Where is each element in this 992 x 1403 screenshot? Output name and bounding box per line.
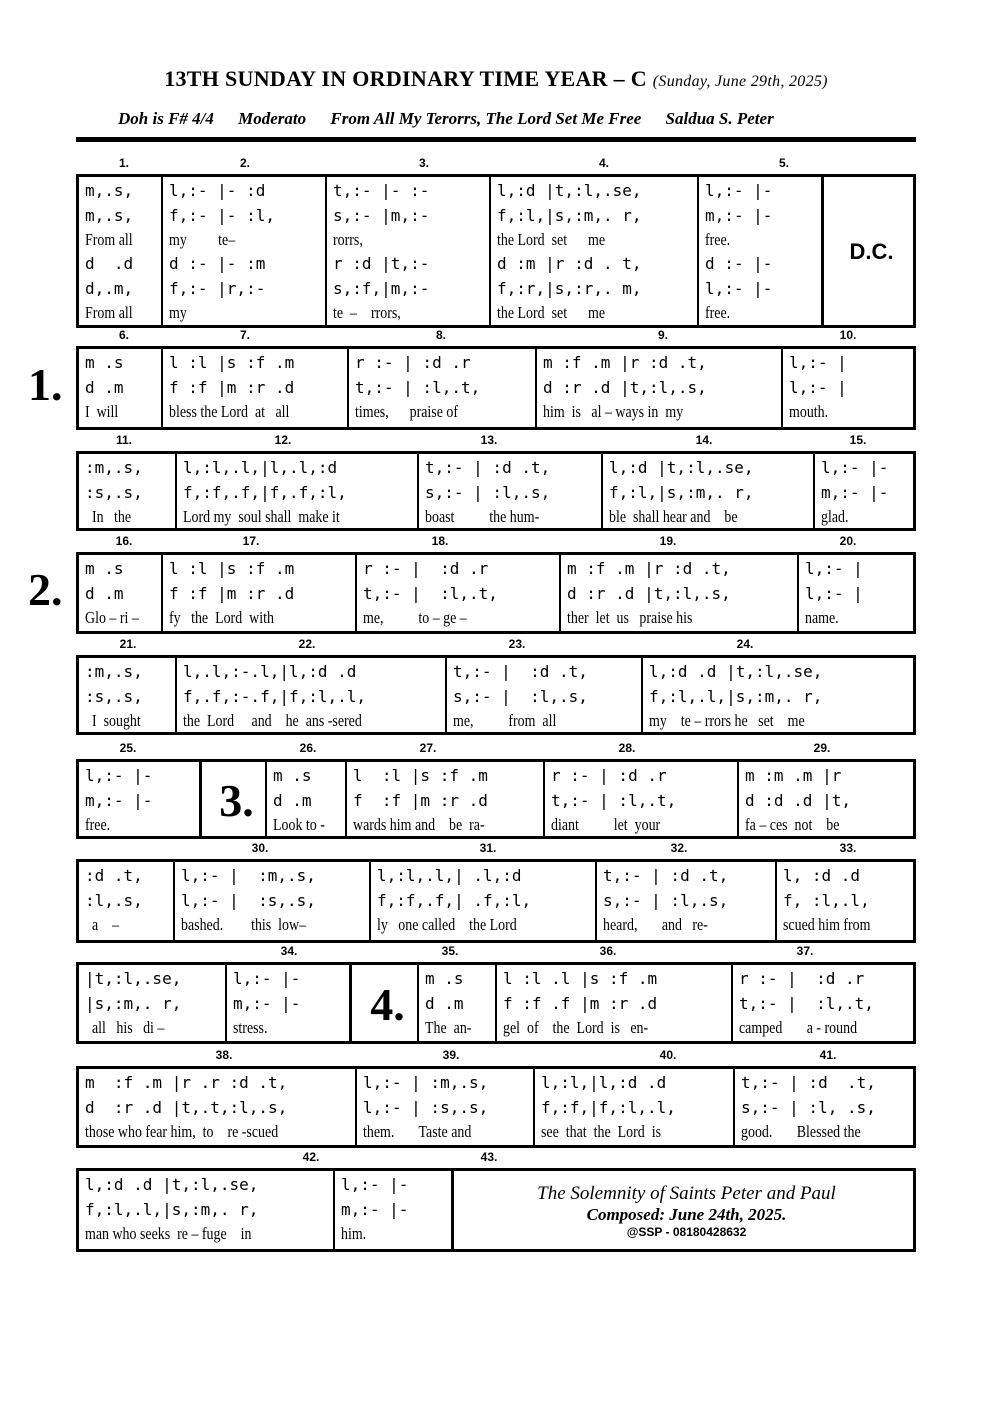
- solfa-line: f :f |m :r .d: [169, 377, 295, 397]
- verse-number: 2.: [28, 564, 63, 615]
- lyric-line: Look to -: [273, 815, 325, 834]
- measure: [731, 965, 913, 1041]
- bar-number: 13.: [480, 433, 498, 447]
- bar-number: 14.: [695, 433, 713, 447]
- music-system: [76, 962, 916, 1044]
- measure: [79, 454, 175, 528]
- music-system: [76, 552, 916, 634]
- solfa-line: f :f .f |m :r .d: [503, 993, 658, 1013]
- bar-number: 28.: [618, 741, 636, 755]
- music-system: [76, 759, 916, 839]
- lyric-line: bashed. this low–: [181, 915, 307, 934]
- solfa-line: l,:- | :s,.s,: [363, 1097, 489, 1117]
- measure: [347, 349, 535, 427]
- solfa-line: m :f .m |r :d .t,: [543, 353, 707, 372]
- solfa-line: l,:- | :m,.s,: [363, 1073, 489, 1092]
- lyric-line: me, to – ge –: [363, 608, 467, 627]
- measure: [79, 1069, 355, 1145]
- solfa-line: f,:f,|f,:l,.l,: [541, 1097, 676, 1117]
- bar-number: 17.: [242, 534, 260, 548]
- solfa-line: t,:- | :d .t,: [425, 458, 551, 477]
- solfa-line: m,:- |-: [705, 205, 773, 225]
- solfa-line: m,:- |-: [821, 482, 889, 502]
- solfa-line: s,:- | :l,.s,: [425, 482, 551, 502]
- solfa-line: d :d .d |t,: [745, 790, 851, 810]
- measure: [345, 762, 543, 836]
- bar-number: 41.: [819, 1048, 837, 1062]
- bar-number: 24.: [736, 637, 754, 651]
- solfa-line: f :f |m :r .d: [353, 790, 488, 810]
- music-system: [76, 655, 916, 735]
- lyric-line: my te–: [169, 230, 236, 249]
- page-title: 13TH SUNDAY IN ORDINARY TIME YEAR – C (Sunday, June 29th, 2025): [164, 66, 828, 91]
- bar-number: 38.: [215, 1048, 233, 1062]
- verse-number: 3.: [199, 762, 265, 836]
- composer: Saldua S. Peter: [665, 109, 774, 128]
- solfa-line: m .s: [273, 766, 312, 785]
- solfa-line: l,:l,.l,|l,.l,:d: [183, 458, 338, 477]
- solfa-line: f,:l,.l,|s,:m,. r,: [85, 1199, 259, 1219]
- music-system: [76, 346, 916, 430]
- measure: [325, 177, 489, 325]
- bar-number: 31.: [479, 841, 497, 855]
- bar-number: 33.: [839, 841, 857, 855]
- solfa-line: t,:- | :l,.t,: [363, 583, 498, 603]
- solfa-line: l,:- |-: [705, 181, 773, 200]
- bar-number: 22.: [298, 637, 316, 651]
- bar-number: 12.: [274, 433, 292, 447]
- solfa-line: d :r .d |t,.t,:l,.s,: [85, 1097, 288, 1117]
- music-system: [76, 174, 916, 328]
- lyric-line: fy the Lord with: [169, 608, 274, 627]
- measure: [355, 555, 559, 631]
- measure: [797, 555, 913, 631]
- lyric-line: those who fear him, to re -scued: [85, 1122, 279, 1141]
- solfa-line: m,.s,: [85, 181, 134, 200]
- measure: [175, 658, 445, 732]
- bar-number: 1.: [118, 156, 130, 170]
- tempo-marking: Moderato: [238, 109, 307, 128]
- measure: [533, 1069, 733, 1145]
- lyric-line: name.: [805, 608, 839, 627]
- measure: [495, 965, 731, 1041]
- lyric-line: free.: [705, 303, 731, 322]
- measure: [161, 177, 325, 325]
- solfa-line: l,:- |-: [821, 458, 889, 477]
- bar-number: 34.: [280, 944, 298, 958]
- measure: [79, 349, 161, 427]
- bar-number: 19.: [659, 534, 677, 548]
- measure: [775, 862, 913, 940]
- hymn-title: From All My Terorrs, The Lord Set Me Free: [330, 109, 642, 128]
- solfa-line: f,:f,.f,|f,.f,:l,: [183, 482, 347, 502]
- solfa-line: l :l |s :f .m: [169, 353, 295, 372]
- measure: [225, 965, 349, 1041]
- lyric-line: I sought: [85, 711, 141, 730]
- lyric-line: In the: [85, 507, 132, 526]
- lyric-line: me, from all: [453, 711, 557, 730]
- solfa-line: t,:- | :l,.t,: [551, 790, 677, 810]
- solfa-line: f :f |m :r .d: [169, 583, 295, 603]
- lyric-line: fa – ces not be: [745, 815, 840, 834]
- bar-number: 30.: [251, 841, 269, 855]
- lyric-line: rorrs,: [333, 230, 363, 249]
- solfa-line: l,:d |t,:l,.se,: [497, 181, 642, 200]
- lyric-line: Glo – ri –: [85, 608, 139, 627]
- solfa-line: l,:- |-: [705, 278, 773, 298]
- solfa-line: s,:f,|m,:-: [333, 278, 430, 298]
- measure: [79, 1171, 333, 1249]
- solfa-line: l,.l,:-.l,|l,:d .d: [183, 662, 357, 681]
- lyric-line: see that the Lord is: [541, 1122, 662, 1141]
- measure: [697, 177, 821, 325]
- bar-number: 26.: [299, 741, 317, 755]
- lyric-line: them. Taste and: [363, 1122, 472, 1141]
- measure: [161, 349, 347, 427]
- bar-number: 10.: [839, 328, 857, 342]
- solfa-line: d :r .d |t,:l,.s,: [567, 583, 731, 603]
- lyric-line: ble shall hear and be: [609, 507, 738, 526]
- solfa-line: m :m .m |r: [745, 766, 842, 785]
- solfa-line: :m,.s,: [85, 662, 143, 681]
- solfa-line: f,:l,|s,:m,. r,: [497, 205, 642, 225]
- measure: [733, 1069, 913, 1145]
- solfa-line: m,:- |-: [341, 1199, 409, 1219]
- lyric-line: the Lord set me: [497, 303, 606, 322]
- solfa-line: l,:- |- :d: [169, 181, 266, 200]
- measure: [489, 177, 697, 325]
- lyric-line: gel of the Lord is en-: [503, 1018, 649, 1037]
- lyric-line: From all: [85, 303, 133, 322]
- solfa-line: d :- |-: [705, 254, 773, 273]
- measure: [535, 349, 781, 427]
- solfa-line: r :d |t,:-: [333, 254, 430, 273]
- solfa-line: d .m: [85, 583, 124, 603]
- solfa-line: l,:- |: [805, 583, 863, 603]
- footer-line3: @SSP - 08180428632: [626, 1225, 747, 1239]
- lyric-line: I will: [85, 402, 119, 421]
- verse-number: 1.: [28, 359, 63, 410]
- solfa-line: t,:- | :l,.t,: [739, 993, 874, 1013]
- bar-number: 7.: [239, 328, 251, 342]
- measure: [173, 862, 369, 940]
- measure: [265, 762, 345, 836]
- solfa-line: :s,.s,: [85, 482, 143, 502]
- solfa-line: l,:- |: [805, 559, 863, 578]
- measure: [161, 555, 355, 631]
- solfa-line: t,:- | :d .t,: [453, 662, 588, 681]
- solfa-line: d :r .d |t,:l,.s,: [543, 377, 707, 397]
- solfa-line: m .s: [85, 559, 124, 578]
- bar-number: 9.: [657, 328, 669, 342]
- solfa-line: d .m: [85, 377, 124, 397]
- measure: [417, 965, 495, 1041]
- solfa-line: f,:l,.l,|s,:m,. r,: [649, 686, 823, 706]
- bar-number: 11.: [115, 433, 133, 447]
- music-system: [76, 1066, 916, 1148]
- solfa-line: f,:- |- :l,: [169, 205, 275, 225]
- lyric-line: diant let your: [551, 815, 661, 834]
- solfa-line: m .s: [425, 969, 464, 988]
- bar-number: 43.: [480, 1150, 498, 1164]
- lyric-line: times, praise of: [355, 402, 458, 421]
- solfa-line: s,:- | :l, .s,: [741, 1097, 876, 1117]
- lyric-line: my: [169, 303, 187, 322]
- solfa-line: f,:f,.f,| .f,:l,: [377, 890, 532, 910]
- solfa-line: t,:- | :d .t,: [603, 866, 729, 885]
- measure: [559, 555, 797, 631]
- lyric-line: The an-: [425, 1018, 472, 1037]
- solfa-line: l,:d .d |t,:l,.se,: [649, 662, 823, 681]
- solfa-line: l,:- | :m,.s,: [181, 866, 316, 885]
- lyric-line: ther let us praise his: [567, 608, 693, 627]
- solfa-line: f, :l,.l,: [783, 890, 870, 910]
- verse-number: 4.: [349, 965, 417, 1041]
- solfa-line: s,:- | :l,.s,: [453, 686, 588, 706]
- bar-number: 3.: [418, 156, 430, 170]
- measure: [781, 349, 913, 427]
- solfa-line: r :- | :d .r: [363, 559, 489, 578]
- solfa-line: l,:- |-: [341, 1175, 409, 1194]
- lyric-line: ly one called the Lord: [377, 915, 517, 934]
- lyric-line: Lord my soul shall make it: [183, 507, 340, 526]
- lyric-line: man who seeks re – fuge in: [85, 1224, 252, 1243]
- bar-number: 36.: [599, 944, 617, 958]
- bar-number: 5.: [778, 156, 790, 170]
- lyric-line: good. Blessed the: [741, 1122, 861, 1141]
- lyric-line: the Lord and he ans -sered: [183, 711, 362, 730]
- lyric-line: stress.: [233, 1018, 268, 1037]
- measure: [79, 555, 161, 631]
- bar-number: 37.: [796, 944, 814, 958]
- lyric-line: free.: [705, 230, 731, 249]
- footer-line1: The Solemnity of Saints Peter and Paul: [537, 1183, 836, 1204]
- lyric-line: free.: [85, 815, 111, 834]
- bar-number: 23.: [508, 637, 526, 651]
- bar-number: 35.: [441, 944, 459, 958]
- measure: [543, 762, 737, 836]
- measure: [79, 658, 175, 732]
- solfa-line: r :- | :d .r: [355, 353, 471, 372]
- bar-number: 40.: [659, 1048, 677, 1062]
- measure: [813, 454, 913, 528]
- solfa-line: t,:- | :l,.t,: [355, 377, 481, 397]
- lyric-line: heard, and re-: [603, 915, 708, 934]
- lyric-line: my te – rrors he set me: [649, 711, 805, 730]
- solfa-line: l,:d .d |t,:l,.se,: [85, 1175, 259, 1194]
- solfa-line: s,:- |m,:-: [333, 205, 430, 225]
- solfa-line: f,:r,|s,:r,. m,: [497, 278, 642, 298]
- solfa-line: :d .t,: [85, 866, 143, 885]
- music-system: [76, 859, 916, 943]
- solfa-line: l, :d .d: [783, 866, 861, 885]
- solfa-line: t,:- | :d .t,: [741, 1073, 876, 1092]
- lyric-line: te – rrors,: [333, 303, 401, 322]
- service-date: (Sunday, June 29th, 2025): [652, 73, 828, 90]
- solfa-line: d,.m,: [85, 278, 134, 298]
- solfa-line: m .s: [85, 353, 124, 372]
- lyric-line: bless the Lord at all: [169, 402, 290, 421]
- dc-marking: D.C.: [821, 177, 913, 325]
- lyric-line: all his di –: [85, 1018, 165, 1037]
- lyric-line: him.: [341, 1224, 367, 1243]
- measure: [369, 862, 595, 940]
- solfa-line: m,.s,: [85, 205, 134, 225]
- measure: [79, 965, 225, 1041]
- solfa-line: l,:- | :s,.s,: [181, 890, 316, 910]
- solfa-line: l :l .l |s :f .m: [503, 969, 658, 988]
- solfa-line: d .m: [273, 790, 312, 810]
- music-system: [76, 1168, 916, 1252]
- key-signature: Doh is F# 4/4: [118, 109, 214, 128]
- top-rule: [76, 137, 916, 142]
- solfa-line: l,:- |-: [233, 969, 301, 988]
- bar-number: 2.: [239, 156, 251, 170]
- bar-number: 32.: [670, 841, 688, 855]
- solfa-line: f,:l,|s,:m,. r,: [609, 482, 754, 502]
- lyric-line: glad.: [821, 507, 849, 526]
- solfa-line: d :m |r :d . t,: [497, 254, 642, 273]
- solfa-line: f,.f,:-.f,|f,:l,.l,: [183, 686, 367, 706]
- solfa-line: r :- | :d .r: [739, 969, 865, 988]
- solfa-line: l,:- |: [789, 377, 847, 397]
- bar-number: 39.: [442, 1048, 460, 1062]
- measure: [333, 1171, 451, 1249]
- bar-number: 42.: [302, 1150, 320, 1164]
- bar-number: 6.: [118, 328, 130, 342]
- lyric-line: From all: [85, 230, 133, 249]
- solfa-line: :s,.s,: [85, 686, 143, 706]
- footer-credits: [451, 1171, 913, 1249]
- solfa-line: m :f .m |r .r :d .t,: [85, 1073, 288, 1092]
- measure: [355, 1069, 533, 1145]
- solfa-line: d :- |- :m: [169, 254, 266, 273]
- bar-number: 8.: [435, 328, 447, 342]
- bar-number: 21.: [119, 637, 137, 651]
- measure: [79, 762, 199, 836]
- solfa-line: |t,:l,.se,: [85, 969, 182, 988]
- solfa-line: m,:- |-: [233, 993, 301, 1013]
- lyric-line: mouth.: [789, 402, 829, 421]
- measure: [737, 762, 913, 836]
- lyric-line: him is al – ways in my: [543, 402, 684, 421]
- footer-line2: Composed: June 24th, 2025.: [586, 1205, 787, 1224]
- measure: [601, 454, 813, 528]
- measure: [79, 177, 161, 325]
- solfa-line: r :- | :d .r: [551, 766, 667, 785]
- bar-number: 20.: [839, 534, 857, 548]
- measure: [641, 658, 913, 732]
- solfa-line: s,:- | :l,.s,: [603, 890, 729, 910]
- lyric-line: camped a - round: [739, 1018, 858, 1037]
- bar-number: 27.: [419, 741, 437, 755]
- lyric-line: wards him and be ra-: [353, 815, 485, 834]
- lyric-line: boast the hum-: [425, 507, 540, 526]
- measure: [595, 862, 775, 940]
- solfa-line: l,:d |t,:l,.se,: [609, 458, 754, 477]
- solfa-line: l,:- |: [789, 353, 847, 372]
- solfa-line: t,:- |- :-: [333, 181, 430, 200]
- measure: [175, 454, 417, 528]
- bar-number: 16.: [115, 534, 133, 548]
- measure: [445, 658, 641, 732]
- solfa-line: d .m: [425, 993, 464, 1013]
- measure: [417, 454, 601, 528]
- music-system: [76, 451, 916, 531]
- solfa-line: f,:- |r,:-: [169, 278, 266, 298]
- hymn-info: [118, 109, 878, 129]
- solfa-line: l,:- |-: [85, 766, 153, 785]
- bar-number: 25.: [119, 741, 137, 755]
- solfa-line: l,:l,.l,| .l,:d: [377, 866, 522, 885]
- measure: [79, 862, 173, 940]
- bar-number: 18.: [431, 534, 449, 548]
- solfa-line: :m,.s,: [85, 458, 143, 477]
- lyric-line: a –: [85, 915, 120, 934]
- lyric-line: the Lord set me: [497, 230, 606, 249]
- solfa-line: :l,.s,: [85, 890, 143, 910]
- solfa-line: l,:l,|l,:d .d: [541, 1073, 667, 1092]
- solfa-line: |s,:m,. r,: [85, 993, 182, 1013]
- bar-number: 29.: [813, 741, 831, 755]
- solfa-line: l :l |s :f .m: [169, 559, 295, 578]
- solfa-line: d .d: [85, 254, 134, 273]
- bar-number: 4.: [598, 156, 610, 170]
- solfa-line: m :f .m |r :d .t,: [567, 559, 731, 578]
- solfa-line: l :l |s :f .m: [353, 766, 488, 785]
- bar-number: 15.: [849, 433, 867, 447]
- solfa-line: m,:- |-: [85, 790, 153, 810]
- lyric-line: scued him from: [783, 915, 871, 934]
